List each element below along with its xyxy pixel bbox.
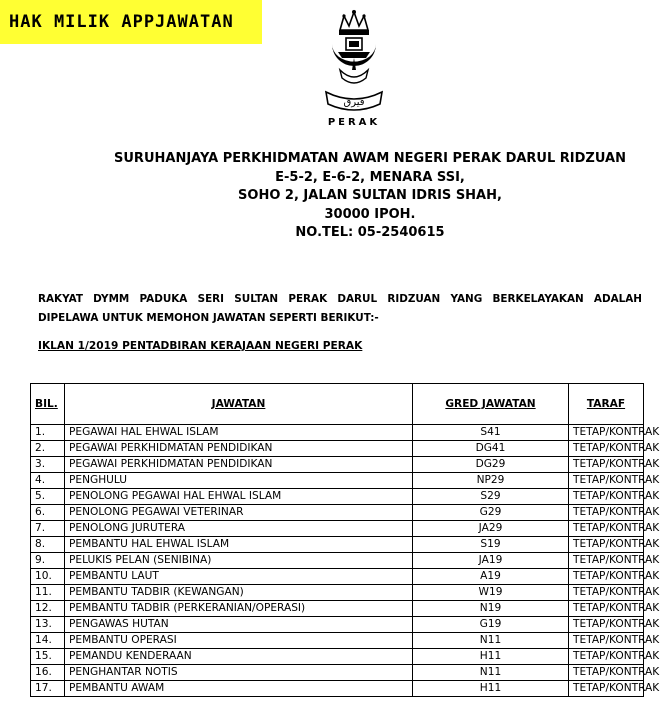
address-block: [90, 150, 650, 243]
cell-taraf: TETAP/KONTRAK: [569, 505, 644, 521]
cell-bil: 16.: [31, 665, 65, 681]
cell-jawatan: PENOLONG JURUTERA: [65, 521, 413, 537]
cell-gred: A19: [413, 569, 569, 585]
cell-bil: 13.: [31, 617, 65, 633]
table-row: [31, 633, 644, 649]
cell-gred: S41: [413, 425, 569, 441]
cell-bil: 8.: [31, 537, 65, 553]
intro-line-2: DIPELAWA UNTUK MEMOHON JAWATAN SEPERTI BERIKUT:-: [38, 312, 379, 324]
cell-taraf: TETAP/KONTRAK: [569, 441, 644, 457]
cell-taraf: TETAP/KONTRAK: [569, 473, 644, 489]
vacancy-table: [30, 383, 660, 697]
cell-taraf: TETAP/KONTRAK: [569, 585, 644, 601]
cell-bil: 10.: [31, 569, 65, 585]
intro-line-1: RAKYAT DYMM PADUKA SERI SULTAN PERAK DARUL RIDZUAN YANG BERKELAYAKAN ADALAH: [38, 293, 642, 305]
cell-gred: H11: [413, 681, 569, 697]
cell-bil: 6.: [31, 505, 65, 521]
header-jawatan: JAWATAN: [65, 384, 413, 425]
address-line-street: SOHO 2, JALAN SULTAN IDRIS SHAH,: [238, 188, 502, 204]
cell-jawatan: PEMBANTU LAUT: [65, 569, 413, 585]
cell-jawatan: PEGAWAI PERKHIDMATAN PENDIDIKAN: [65, 457, 413, 473]
cell-bil: 3.: [31, 457, 65, 473]
table-row: [31, 505, 644, 521]
cell-taraf: TETAP/KONTRAK: [569, 569, 644, 585]
cell-jawatan: PENOLONG PEGAWAI VETERINAR: [65, 505, 413, 521]
table-row: [31, 473, 644, 489]
table-row: [31, 585, 644, 601]
cell-gred: H11: [413, 649, 569, 665]
cell-taraf: TETAP/KONTRAK: [569, 537, 644, 553]
table-header-row: [31, 384, 644, 425]
cell-jawatan: PEMANDU KENDERAAN: [65, 649, 413, 665]
cell-taraf: TETAP/KONTRAK: [569, 601, 644, 617]
cell-jawatan: PENGHULU: [65, 473, 413, 489]
table-row: [31, 665, 644, 681]
table-row: [31, 521, 644, 537]
cell-gred: N11: [413, 633, 569, 649]
address-line-postcode: 30000 IPOH.: [324, 206, 416, 222]
crest-label: PERAK: [327, 117, 381, 128]
table-row: [31, 649, 644, 665]
cell-bil: 5.: [31, 489, 65, 505]
table-row: [31, 569, 644, 585]
cell-taraf: TETAP/KONTRAK: [569, 617, 644, 633]
cell-taraf: TETAP/KONTRAK: [569, 521, 644, 537]
cell-gred: JA29: [413, 521, 569, 537]
table-row: [31, 537, 644, 553]
cell-taraf: TETAP/KONTRAK: [569, 665, 644, 681]
cell-bil: 11.: [31, 585, 65, 601]
address-line-building: E-5-2, E-6-2, MENARA SSI,: [275, 169, 465, 185]
cell-jawatan: PENGHANTAR NOTIS: [65, 665, 413, 681]
cell-bil: 15.: [31, 649, 65, 665]
cell-jawatan: PEMBANTU HAL EHWAL ISLAM: [65, 537, 413, 553]
table-row: [31, 617, 644, 633]
cell-bil: 12.: [31, 601, 65, 617]
cell-gred: DG29: [413, 457, 569, 473]
cell-gred: DG41: [413, 441, 569, 457]
advertisement-title: IKLAN 1/2019 PENTADBIRAN KERAJAAN NEGERI PERAK: [38, 340, 363, 352]
cell-gred: G19: [413, 617, 569, 633]
cell-bil: 7.: [31, 521, 65, 537]
intro-paragraph: [38, 290, 642, 328]
cell-bil: 17.: [31, 681, 65, 697]
cell-bil: 4.: [31, 473, 65, 489]
table-row: [31, 601, 644, 617]
crest-jawi-script: ڤيرق: [343, 97, 365, 108]
cell-taraf: TETAP/KONTRAK: [569, 457, 644, 473]
table-row: [31, 441, 644, 457]
cell-bil: 2.: [31, 441, 65, 457]
cell-jawatan: PEMBANTU TADBIR (PERKERANIAN/OPERASI): [65, 601, 413, 617]
table-row: [31, 425, 644, 441]
cell-taraf: TETAP/KONTRAK: [569, 681, 644, 697]
cell-jawatan: PELUKIS PELAN (SENIBINA): [65, 553, 413, 569]
cell-gred: N19: [413, 601, 569, 617]
cell-bil: 14.: [31, 633, 65, 649]
perak-crest-logo: [316, 8, 392, 132]
cell-gred: N11: [413, 665, 569, 681]
cell-gred: G29: [413, 505, 569, 521]
cell-taraf: TETAP/KONTRAK: [569, 553, 644, 569]
address-line-phone: NO.TEL: 05-2540615: [295, 225, 445, 241]
cell-taraf: TETAP/KONTRAK: [569, 489, 644, 505]
cell-jawatan: PEMBANTU TADBIR (KEWANGAN): [65, 585, 413, 601]
ownership-banner: HAK MILIK APPJAWATAN: [0, 0, 262, 44]
cell-jawatan: PEGAWAI HAL EHWAL ISLAM: [65, 425, 413, 441]
header-bil: BIL.: [31, 384, 65, 425]
cell-gred: S29: [413, 489, 569, 505]
cell-jawatan: PEGAWAI PERKHIDMATAN PENDIDIKAN: [65, 441, 413, 457]
cell-bil: 9.: [31, 553, 65, 569]
cell-gred: JA19: [413, 553, 569, 569]
cell-gred: S19: [413, 537, 569, 553]
address-line-commission: SURUHANJAYA PERKHIDMATAN AWAM NEGERI PERAK DARUL RIDZUAN: [114, 151, 626, 166]
table-row: [31, 553, 644, 569]
table-row: [31, 457, 644, 473]
cell-jawatan: PEMBANTU OPERASI: [65, 633, 413, 649]
header-taraf: TARAF: [569, 384, 644, 425]
header-gred: GRED JAWATAN: [413, 384, 569, 425]
table-row: [31, 681, 644, 697]
cell-bil: 1.: [31, 425, 65, 441]
cell-gred: NP29: [413, 473, 569, 489]
cell-jawatan: PEMBANTU AWAM: [65, 681, 413, 697]
cell-taraf: TETAP/KONTRAK: [569, 649, 644, 665]
cell-taraf: TETAP/KONTRAK: [569, 425, 644, 441]
cell-jawatan: PENGAWAS HUTAN: [65, 617, 413, 633]
cell-taraf: TETAP/KONTRAK: [569, 633, 644, 649]
table-row: [31, 489, 644, 505]
cell-jawatan: PENOLONG PEGAWAI HAL EHWAL ISLAM: [65, 489, 413, 505]
cell-gred: W19: [413, 585, 569, 601]
